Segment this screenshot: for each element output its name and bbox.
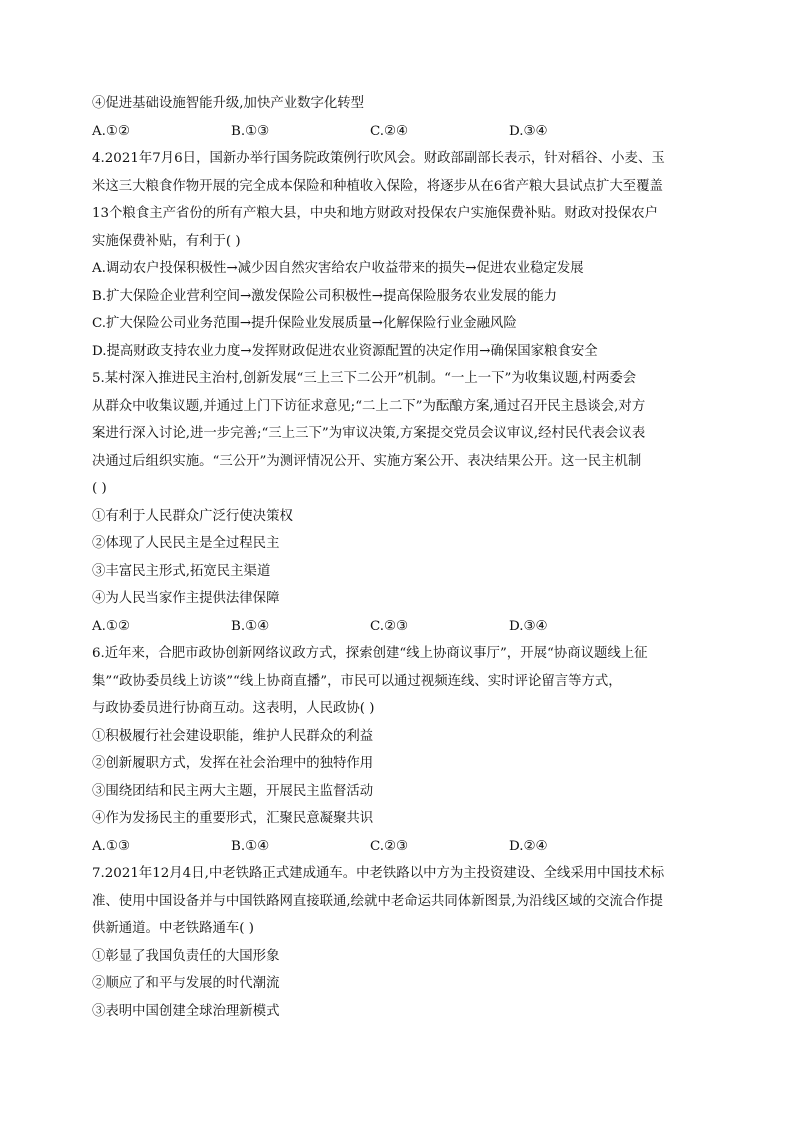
q5-stem-line-1: 5.某村深入推进民主治村,创新发展“三上三下二公开”机制。“一上一下”为收集议题,村两委会 bbox=[92, 371, 637, 386]
q6-option-b: B.①④ bbox=[231, 838, 270, 854]
q4-choice-c: C.扩大保险公司业务范围→提升保险业发展质量→化解保险行业金融风险 bbox=[92, 316, 517, 331]
q3-option-c: C.②④ bbox=[370, 123, 409, 139]
q4-choice-d: D.提高财政支持农业力度→发挥财政促进农业资源配置的决定作用→确保国家粮食安全 bbox=[92, 343, 598, 359]
q5-stem-line-3: 案进行深入讨论,进一步完善;“三上三下”为审议决策,方案提交党员会议审议,经村民代表会议表 bbox=[92, 426, 646, 441]
q3-option-b: B.①③ bbox=[231, 123, 270, 139]
q6-option-c: C.②③ bbox=[370, 838, 409, 854]
q4-stem-line-3: 13个粮食主产省份的所有产粮大县，中央和地方财政对投保农户实施保费补贴。财政对投保农户 bbox=[92, 206, 659, 221]
q6-item-4: ④作为发扬民主的重要形式，汇聚民意凝聚共识 bbox=[92, 811, 374, 826]
q6-option-a: A.①③ bbox=[92, 838, 130, 854]
q7-item-3: ③表明中国创建全球治理新模式 bbox=[92, 1003, 280, 1019]
q7-stem-line-3: 供新通道。中老铁路通车( ) bbox=[92, 921, 255, 936]
q5-item-1: ①有利于人民群众广泛行使决策权 bbox=[92, 508, 293, 524]
q6-options bbox=[92, 837, 712, 856]
q5-stem-line-2: 从群众中收集议题,并通过上门下访征求意见;“二上二下”为酝酿方案,通过召开民主恳谈会,对方 bbox=[92, 398, 646, 414]
q3-option-d: D.③④ bbox=[509, 123, 548, 139]
q6-item-3: ③围绕团结和民主两大主题，开展民主监督活动 bbox=[92, 783, 374, 799]
q4-stem-line-4: 实施保费补贴，有利于( ) bbox=[92, 233, 241, 249]
q5-options bbox=[92, 617, 712, 636]
q5-stem-line-4: 决通过后组织实施。“三公开”为测评情况公开、实施方案公开、表决结果公开。这一民主机制 bbox=[92, 453, 642, 469]
q6-stem-line-3: 与政协委员进行协商互动。这表明，人民政协( ) bbox=[92, 701, 375, 716]
q6-item-2: ②创新履职方式，发挥在社会治理中的独特作用 bbox=[92, 756, 374, 771]
q6-stem-line-2: 集”“政协委员线上访谈”“线上协商直播”，市民可以通过视频连线、实时评论留言等方式， bbox=[92, 673, 622, 689]
q5-option-d: D.③④ bbox=[509, 618, 548, 634]
q7-stem-line-1: 7.2021年12月4日,中老铁路正式建成通车。中老铁路以中方为主投资建设、全线采用中国技术标 bbox=[92, 866, 665, 881]
q6-stem-line-1: 6.近年来，合肥市政协创新网络议政方式，探索创建“线上协商议事厅”，开展“协商议题线上征 bbox=[92, 646, 648, 661]
q7-stem-line-2: 准、使用中国设备并与中国铁路网直接联通,绘就中老命运共同体新图景,为沿线区域的交流合作提 bbox=[92, 893, 663, 909]
q7-item-1: ①彰显了我国负责任的大国形象 bbox=[92, 948, 280, 964]
q5-item-4: ④为人民当家作主提供法律保障 bbox=[92, 591, 280, 606]
q7-item-2: ②顺应了和平与发展的时代潮流 bbox=[92, 976, 280, 991]
q3-item-4: ④促进基础设施智能升级,加快产业数字化转型 bbox=[92, 96, 365, 111]
q5-item-2: ②体现了人民民主是全过程民主 bbox=[92, 536, 280, 551]
q4-choice-b: B.扩大保险企业营利空间→激发保险公司积极性→提高保险服务农业发展的能力 bbox=[92, 288, 558, 304]
q5-option-b: B.①④ bbox=[231, 618, 270, 634]
q6-option-d: D.②④ bbox=[509, 838, 548, 854]
q5-option-a: A.①② bbox=[92, 618, 130, 634]
q4-stem-line-2: 米这三大粮食作物开展的完全成本保险和种植收入保险，将逐步从在6省产粮大县试点扩大至覆盖 bbox=[92, 178, 663, 194]
q4-stem-line-1: 4.2021年7月6日，国新办举行国务院政策例行吹风会。财政部副部长表示，针对稻谷、小麦、玉 bbox=[92, 151, 665, 166]
q3-option-a: A.①② bbox=[92, 123, 130, 139]
q5-option-c: C.②③ bbox=[370, 618, 409, 634]
q5-stem-line-5: ( ) bbox=[92, 481, 107, 496]
q3-options bbox=[92, 122, 712, 141]
q6-item-1: ①积极履行社会建设职能，维护人民群众的利益 bbox=[92, 728, 374, 744]
q5-item-3: ③丰富民主形式,拓宽民主渠道 bbox=[92, 563, 271, 579]
exam-page bbox=[92, 94, 712, 1029]
q4-choice-a: A.调动农户投保积极性→减少因自然灾害给农户收益带来的损失→促进农业稳定发展 bbox=[92, 261, 584, 276]
